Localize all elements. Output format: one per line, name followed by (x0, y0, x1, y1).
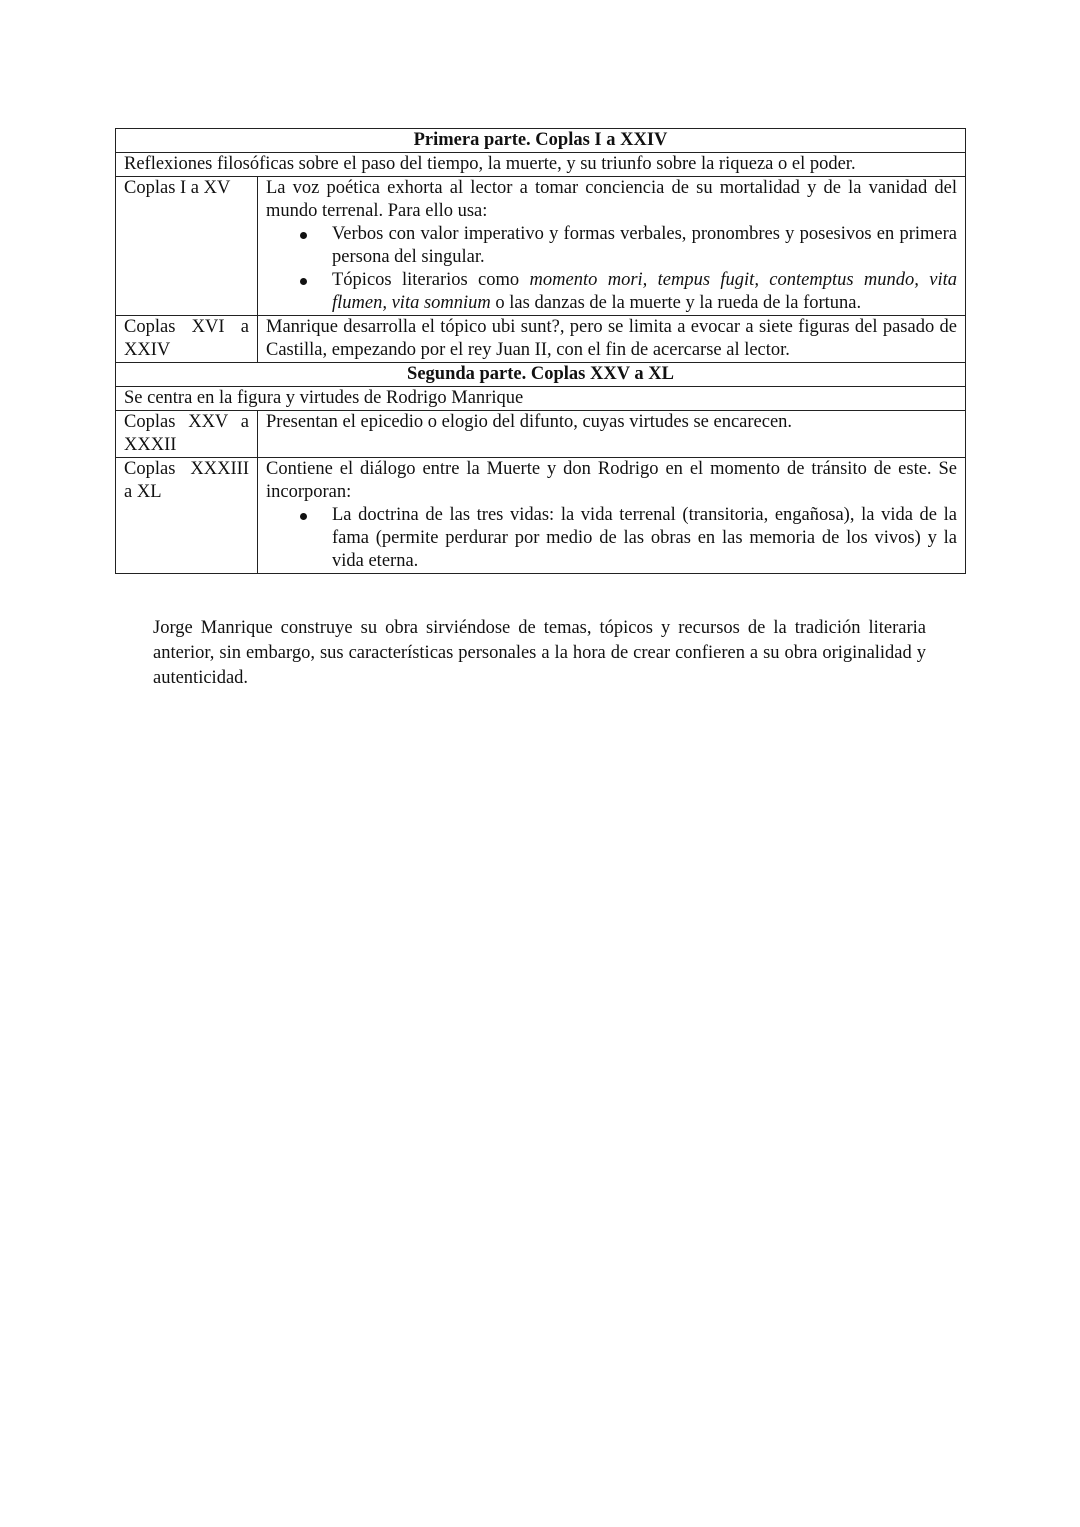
row-intro: La voz poética exhorta al lector a tomar conciencia de su mortalidad y de la vanidad del mundo terrenal. Para ello usa: (266, 178, 957, 221)
list-item (332, 269, 957, 315)
closing-paragraph: Jorge Manrique construye su obra sirviéndose de temas, tópicos y recursos de la tradición literaria anterior, sin embargo, sus características personales a la hora de crear confieren a su obra originalidad y autenticidad. (153, 618, 926, 688)
table-row (116, 458, 966, 574)
bullet-list (266, 504, 957, 573)
bullet-text: o las danzas de la muerte y la rueda de la fortuna. (490, 293, 862, 313)
table-row (116, 129, 966, 153)
row-label: Coplas XXV a XXXII (116, 411, 258, 458)
list-item: La doctrina de las tres vidas: la vida terrenal (transitoria, engañosa), la vida de la fama (permite perdurar por medio de las obras en las memoria de los vivos) y la vida eterna. (332, 505, 957, 571)
row-label: Coplas XVI a XXIV (116, 316, 258, 363)
list-item: Verbos con valor imperativo y formas verbales, pronombres y posesivos en primera persona del singular. (332, 224, 957, 267)
part2-heading: Segunda parte. Coplas XXV a XL (116, 363, 966, 387)
table-row (116, 363, 966, 387)
row-content (258, 177, 966, 316)
table-row (116, 177, 966, 316)
part1-heading: Primera parte. Coplas I a XXIV (116, 129, 966, 153)
part1-summary: Reflexiones filosóficas sobre el paso del tiempo, la muerte, y su triunfo sobre la riqueza o el poder. (116, 153, 966, 177)
table-row (116, 153, 966, 177)
table-row (116, 411, 966, 458)
part2-summary: Se centra en la figura y virtudes de Rodrigo Manrique (116, 387, 966, 411)
row-content: Presentan el epicedio o elogio del difunto, cuyas virtudes se encarecen. (258, 411, 966, 458)
coplas-table (115, 128, 966, 574)
bullet-list (266, 223, 957, 315)
row-label: Coplas XXXIII a XL (116, 458, 258, 574)
row-content: Manrique desarrolla el tópico ubi sunt?, pero se limita a evocar a siete figuras del pasado de Castilla, empezando por el rey Juan II, con el fin de acercarse al lector. (258, 316, 966, 363)
row-content (258, 458, 966, 574)
table-row (116, 316, 966, 363)
table-row (116, 387, 966, 411)
bullet-italic-text: momento mori, tempus fugit, contemptus mundo, vita flumen, vita somnium (332, 270, 957, 313)
row-intro: Contiene el diálogo entre la Muerte y don Rodrigo en el momento de tránsito de este. Se incorporan: (266, 459, 957, 502)
bullet-text: Tópicos literarios como (332, 270, 530, 290)
row-label: Coplas I a XV (116, 177, 258, 316)
